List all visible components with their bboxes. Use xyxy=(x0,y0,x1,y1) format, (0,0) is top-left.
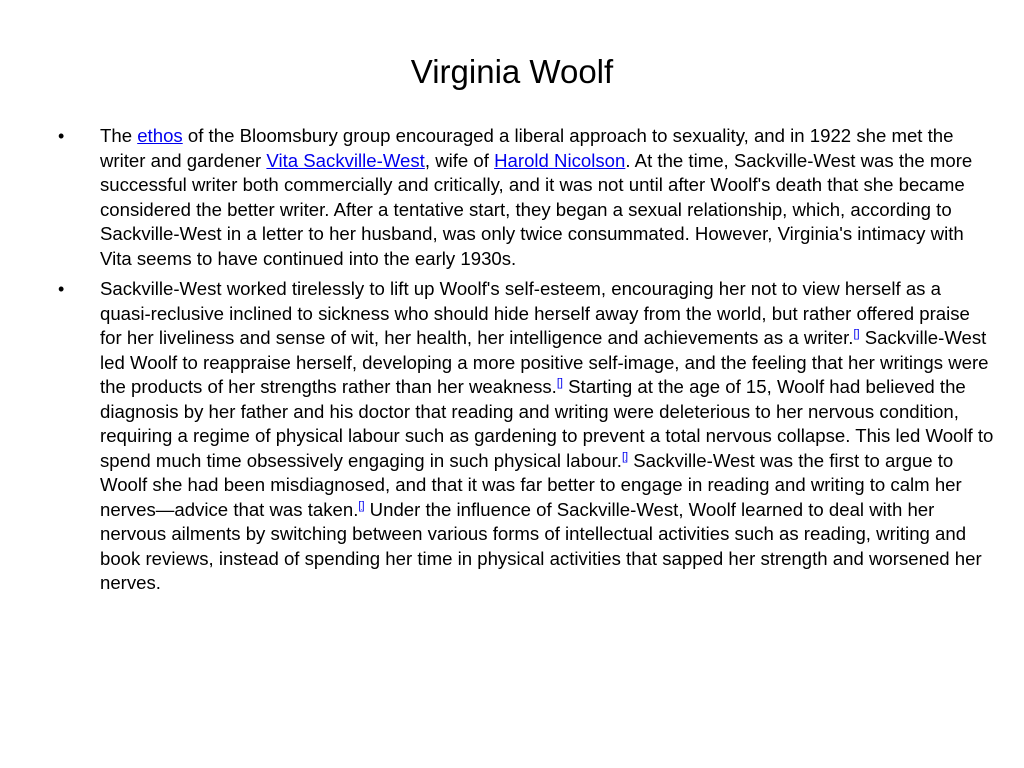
bullet-2-text-b: Sackville-West led Woolf to reappraise herself, developing a more positive self-image, and the feeling that her writings were the products of her strengths rather than her weakness. xyxy=(100,327,989,397)
bullet-list xyxy=(58,124,994,602)
bullet-2-text-d: Sackville-West was the first to argue to Woolf she had been misdiagnosed, and that it was far better to engage in reading and writing to calm her nerves—advice that was taken. xyxy=(100,449,962,520)
bullet-icon: • xyxy=(58,279,65,299)
citation-link-4[interactable]: [] xyxy=(358,499,365,512)
citation-link-3[interactable]: [] xyxy=(621,450,629,463)
bullet-1-text-a: The xyxy=(100,125,138,146)
bullet-2-text-c: Starting at the age of 15, Woolf had believed the diagnosis by her father and his doctor that reading and writing were deleterious to her nervous condition, requiring a regime of physical labour such as gardening to prevent a total nervous collapse. This led Woolf to spend much time obsessively engaging in such physical labour. xyxy=(100,376,994,471)
bullet-icon: • xyxy=(58,126,65,146)
link-vita-sackville-west[interactable]: Vita Sackville-West xyxy=(266,149,425,171)
bullet-item-1 xyxy=(58,124,994,271)
slide-title: Virginia Woolf xyxy=(410,53,614,90)
bullet-2-text-a: Sackville-West worked tirelessly to lift up Woolf's self-esteem, encouraging her not to view herself as a quasi-reclusive inclined to sickness who should hide herself away from the world, but rather offered praise for her liveliness and sense of wit, her health, her intelligence and achievements as a writer. xyxy=(100,278,970,348)
citation-link-1[interactable]: [] xyxy=(853,327,860,340)
bullet-1-text-b: of the Bloomsbury group encouraged a liberal approach to sexuality, and in 1922 she met the writer and gardener xyxy=(100,125,954,171)
bullet-item-2 xyxy=(58,277,994,596)
bullet-1-text-d: . At the time, Sackville-West was the more successful writer both commercially and critically, and it was not until after Woolf's death that she became considered the better writer. After a tentative start, they began a sexual relationship, which, according to Sackville-West in a letter to her husband, was only twice consummated. However, Virginia's intimacy with Vita seems to have continued into the early 1930s. xyxy=(100,149,973,269)
bullet-2-text-e: Under the influence of Sackville-West, Woolf learned to deal with her nervous ailments by switching between various forms of intellectual activities such as reading, writing and book reviews, instead of spending her time in physical activities that sapped her strength and worsened her nerves. xyxy=(100,498,982,593)
citation-link-2[interactable]: [] xyxy=(556,376,563,389)
link-harold-nicolson[interactable]: Harold Nicolson xyxy=(494,149,626,171)
bullet-1-text-c: , wife of xyxy=(424,149,495,171)
link-ethos[interactable]: ethos xyxy=(137,125,183,146)
